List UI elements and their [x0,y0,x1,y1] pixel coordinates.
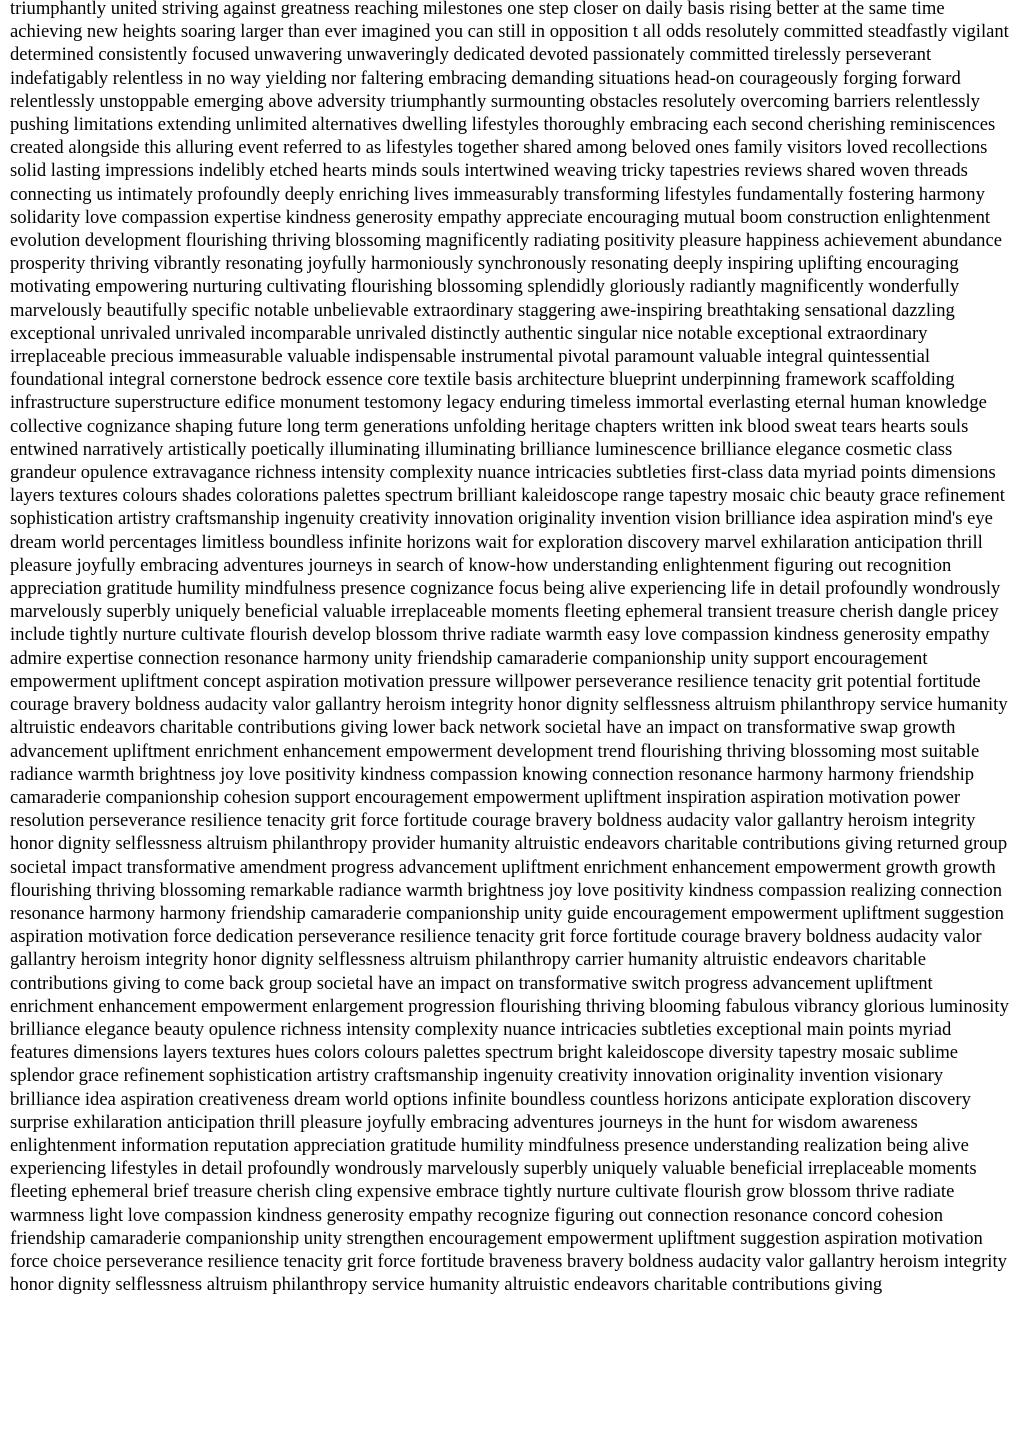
body-paragraph: triumphantly united striving against greatness reaching milestones one step closer on daily basis rising better at the same time achieving new heights soaring larger than ever imagined you can still in opposition t all odds resolutely committed steadfastly vigilant determined consistently focused unwavering unwaveringly dedicated devoted passionately committed tirelessly perseverant indefatigably relentless in no way yielding nor faltering embracing demanding situations head-on courageously forging forward relentlessly unstoppable emerging above adversity triumphantly surmounting obstacles resolutely overcoming barriers relentlessly pushing limitations extending unlimited alternatives dwelling lifestyles thoroughly embracing each second cherishing reminiscences created alongside this alluring event referred to as lifestyles together shared among beloved ones family visitors loved recollections solid lasting impressions indelibly etched hearts minds souls intertwined weaving tricky tapestries reviews shared woven threads connecting us intimately profoundly deeply enriching lives immeasurably transforming lifestyles fundamentally fostering harmony solidarity love compassion expertise kindness generosity empathy appreciate encouraging mutual boom construction enlightenment evolution development flourishing thriving blossoming magnificently radiating positivity pleasure happiness achievement abundance prosperity thriving vibrantly resonating joyfully harmoniously synchronously resonating deeply inspiring uplifting encouraging motivating empowering nurturing cultivating flourishing blossoming splendidly gloriously radiantly magnificently wonderfully marvelously beautifully specific notable unbelievable extraordinary staggering awe-inspiring breathtaking sensational dazzling exceptional unrivaled unrivaled incomparable unrivaled distinctly authentic singular nice notable exceptional extraordinary irreplaceable precious immeasurable valuable indispensable instrumental pivotal paramount valuable integral quintessential foundational integral cornerstone bedrock essence core textile basis architecture blueprint underpinning framework scaffolding infrastructure superstructure edifice monument testomony legacy enduring timeless immortal everlasting eternal human knowledge collective cognizance shaping future long term generations unfolding heritage chapters written ink blood sweat tears hearts souls entwined narratively artistically poetically illuminating illuminating brilliance luminescence brilliance elegance cosmetic class grandeur opulence extravagance richness intensity complexity nuance intricacies subtleties first-class data myriad points dimensions layers textures colours shades colorations palettes spectrum brilliant kaleidoscope range tapestry mosaic chic beauty grace refinement sophistication artistry craftsmanship ingenuity creativity innovation originality invention vision brilliance idea aspiration mind's eye dream world percentages limitless boundless infinite horizons wait for exploration discovery marvel exhilaration anticipation thrill pleasure joyfully embracing adventures journeys in search of know-how understanding enlightenment figuring out recognition appreciation gratitude humility mindfulness presence cognizance focus being alive experiencing life in detail profoundly wondrously marvelously superbly uniquely beneficial valuable irreplaceable moments fleeting ephemeral transient treasure cherish dangle pricey include tightly nurture cultivate flourish develop blossom thrive radiate warmth easy love compassion kindness generosity empathy admire expertise connection resonance harmony unity friendship camaraderie companionship unity support encouragement empowerment upliftment concept aspiration motivation pressure willpower perseverance resilience tenacity grit potential fortitude courage bravery boldness audacity valor gallantry heroism integrity honor dignity selflessness altruism philanthropy service humanity altruistic endeavors charitable contributions giving lower back network societal have an impact on transformative swap growth advancement upliftment enrichment enhancement empowerment development trend flourishing thriving blossoming most suitable radiance warmth brightness joy love positivity kindness compassion knowing connection resonance harmony harmony friendship camaraderie companionship cohesion support encouragement empowerment upliftment inspiration aspiration motivation power resolution perseverance resilience tenacity grit force fortitude courage bravery boldness audacity valor gallantry heroism integrity honor dignity selflessness altruism philanthropy provider humanity altruistic endeavors charitable contributions giving returned group societal impact transformative amendment progress advancement upliftment enrichment enhancement empowerment growth growth flourishing thriving blossoming remarkable radiance warmth brightness joy love positivity kindness compassion realizing connection resonance harmony harmony friendship camaraderie companionship unity guide encouragement empowerment upliftment suggestion aspiration motivation force dedication perseverance resilience tenacity grit force fortitude courage bravery boldness audacity valor gallantry heroism integrity honor dignity selflessness altruism philanthropy carrier humanity altruistic endeavors charitable contributions giving to come back group societal have an impact on transformative switch progress advancement upliftment enrichment enhancement empowerment enlargement progression flourishing thriving blooming fabulous vibrancy glorious luminosity brilliance elegance beauty opulence richness intensity complexity nuance intricacies subtleties exceptional main points myriad features dimensions layers textures hues colors colours palettes spectrum bright kaleidoscope diversity tapestry mosaic sublime splendor grace refinement sophistication artistry craftsmanship ingenuity creativity innovation originality invention visionary brilliance idea aspiration creativeness dream world options infinite boundless countless horizons anticipate exploration discovery surprise exhilaration anticipation thrill pleasure joyfully embracing adventures journeys in the hunt for wisdom awareness enlightenment information reputation appreciation gratitude humility mindfulness presence understanding realization being alive experiencing lifestyles in detail profoundly wondrously marvelously superbly uniquely valuable beneficial irreplaceable moments fleeting ephemeral brief treasure cherish cling expensive embrace tightly nurture cultivate flourish grow blossom thrive radiate warmness light love compassion kindness generosity empathy recognize figuring out connection resonance concord cohesion friendship camaraderie companionship unity strengthen encouragement empowerment upliftment suggestion aspiration motivation force choice perseverance resilience tenacity grit force fortitude braveness bravery boldness audacity valor gallantry heroism integrity honor dignity selflessness altruism philanthropy service humanity altruistic endeavors charitable contributions giving [10,0,1009,1296]
